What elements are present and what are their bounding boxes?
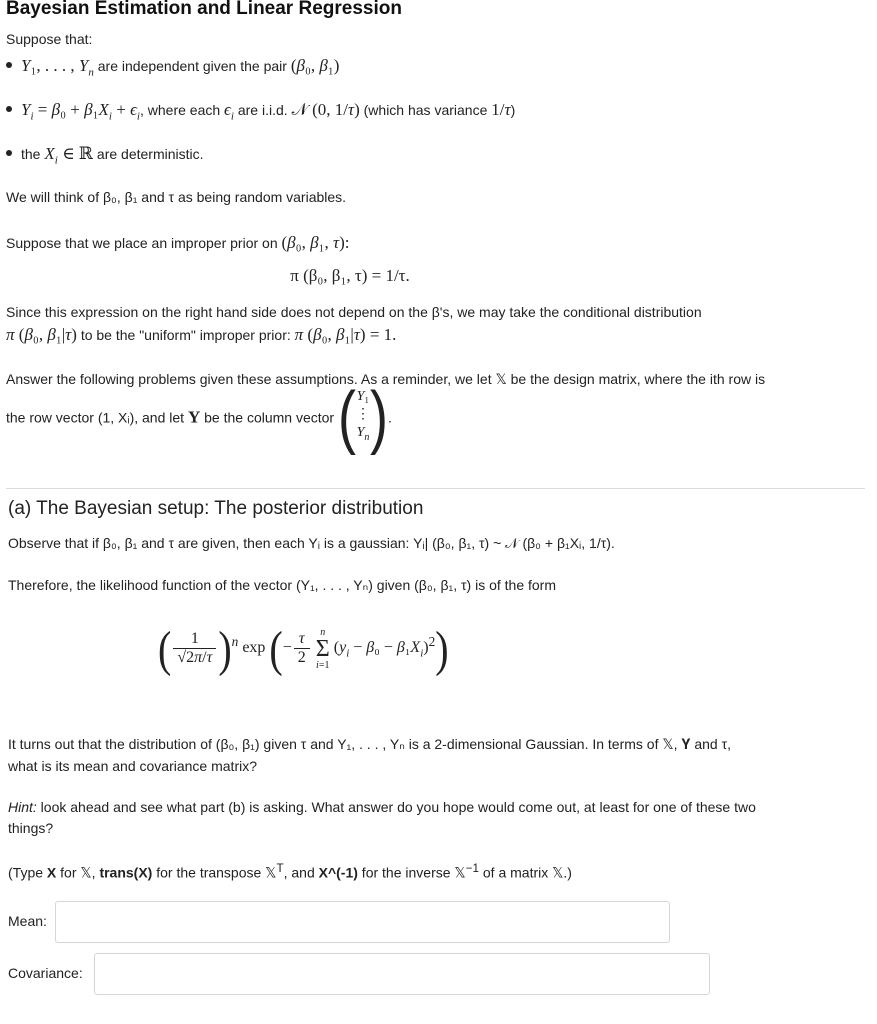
random-variables-text: We will think of β₀, β₁ and τ as being random variables. (6, 189, 347, 205)
covariance-label: Covariance: (8, 965, 83, 981)
list-item: Y₁, . . . , $Y_n$ are independent given the pair (β₀, β₁) (6, 56, 339, 78)
page-title: Bayesian Estimation and Linear Regression (6, 0, 402, 19)
prior-formula: π (β₀, β₁, τ) = 1/τ. (290, 266, 410, 285)
list-item: the $X_i$ ∈ ℝ are deterministic. (6, 144, 204, 166)
intro-text: Suppose that: (6, 31, 93, 47)
turns-out-line1: It turns out that the distribution of (β₀, β₁) given τ and Y₁, . . . , Yₙ is a 2-dimensional Gaussian. In terms of 𝕏, 𝐘 and τ, (8, 736, 731, 752)
covariance-input[interactable] (94, 953, 710, 995)
observe-text: Observe that if β₀, β₁ and τ are given, then each Yᵢ is a gaussian: Yᵢ| (β₀, β₁, τ) ~ 𝒩 (β₀ + β₁Xᵢ, 1/τ). (8, 535, 615, 551)
since-text-line2: π (β₀, β₁|τ) to be the "uniform" improper prior: π (β₀, β₁|τ) = 1. (6, 325, 397, 344)
section-divider (6, 488, 865, 489)
part-a-title: (a) The Bayesian setup: The posterior distribution (8, 498, 424, 519)
answer-text-line2: the row vector (1, Xᵢ), and let Y be the column vector ( Y₁ ⋮ $Y_n$ ) . (6, 378, 392, 457)
since-text-line1: Since this expression on the right hand side does not depend on the β's, we may take the conditional distribution (6, 304, 702, 320)
list-item: $Y_i = \beta_0 + \beta_1X_i + \epsilon_i$, where each $\epsilon_i$ are i.i.d. 𝒩 (0, 1/τ) (which has variance 1/τ) (6, 100, 515, 122)
column-vector-y: ( Y₁ ⋮ $Y_n$ ) (337, 378, 388, 457)
hint-line2: things? (8, 820, 54, 836)
likelihood-text: Therefore, the likelihood function of the vector (Y₁, . . . , Yₙ) given (β₀, β₁, τ) is of the form (8, 577, 556, 593)
hint-line1: Hint: look ahead and see what part (b) is asking. What answer do you hope would come out, at least for one of these two (8, 799, 756, 815)
prior-text: Suppose that we place an improper prior on (β₀, β₁, τ): (6, 233, 350, 252)
likelihood-formula: ( $\frac{1}{√2\pi/\tau}$ )$^n$ exp (− $\frac{\tau}{2}$ n Σ i=1 $(y_i - \beta_0 - \beta_1X_i)^2$) (158, 620, 449, 677)
answer-text-line1: Answer the following problems given these assumptions. As a reminder, we let 𝕏 be the design matrix, where the ith row is (6, 371, 766, 387)
mean-input[interactable] (55, 901, 670, 943)
type-instructions: (Type X for 𝕏, trans(X) for the transpose 𝕏$^T$, and X^(-1) for the inverse 𝕏$^{-1}$ of a matrix 𝕏.) (8, 862, 572, 881)
mean-label: Mean: (8, 913, 47, 929)
turns-out-line2: what is its mean and covariance matrix? (8, 758, 257, 774)
